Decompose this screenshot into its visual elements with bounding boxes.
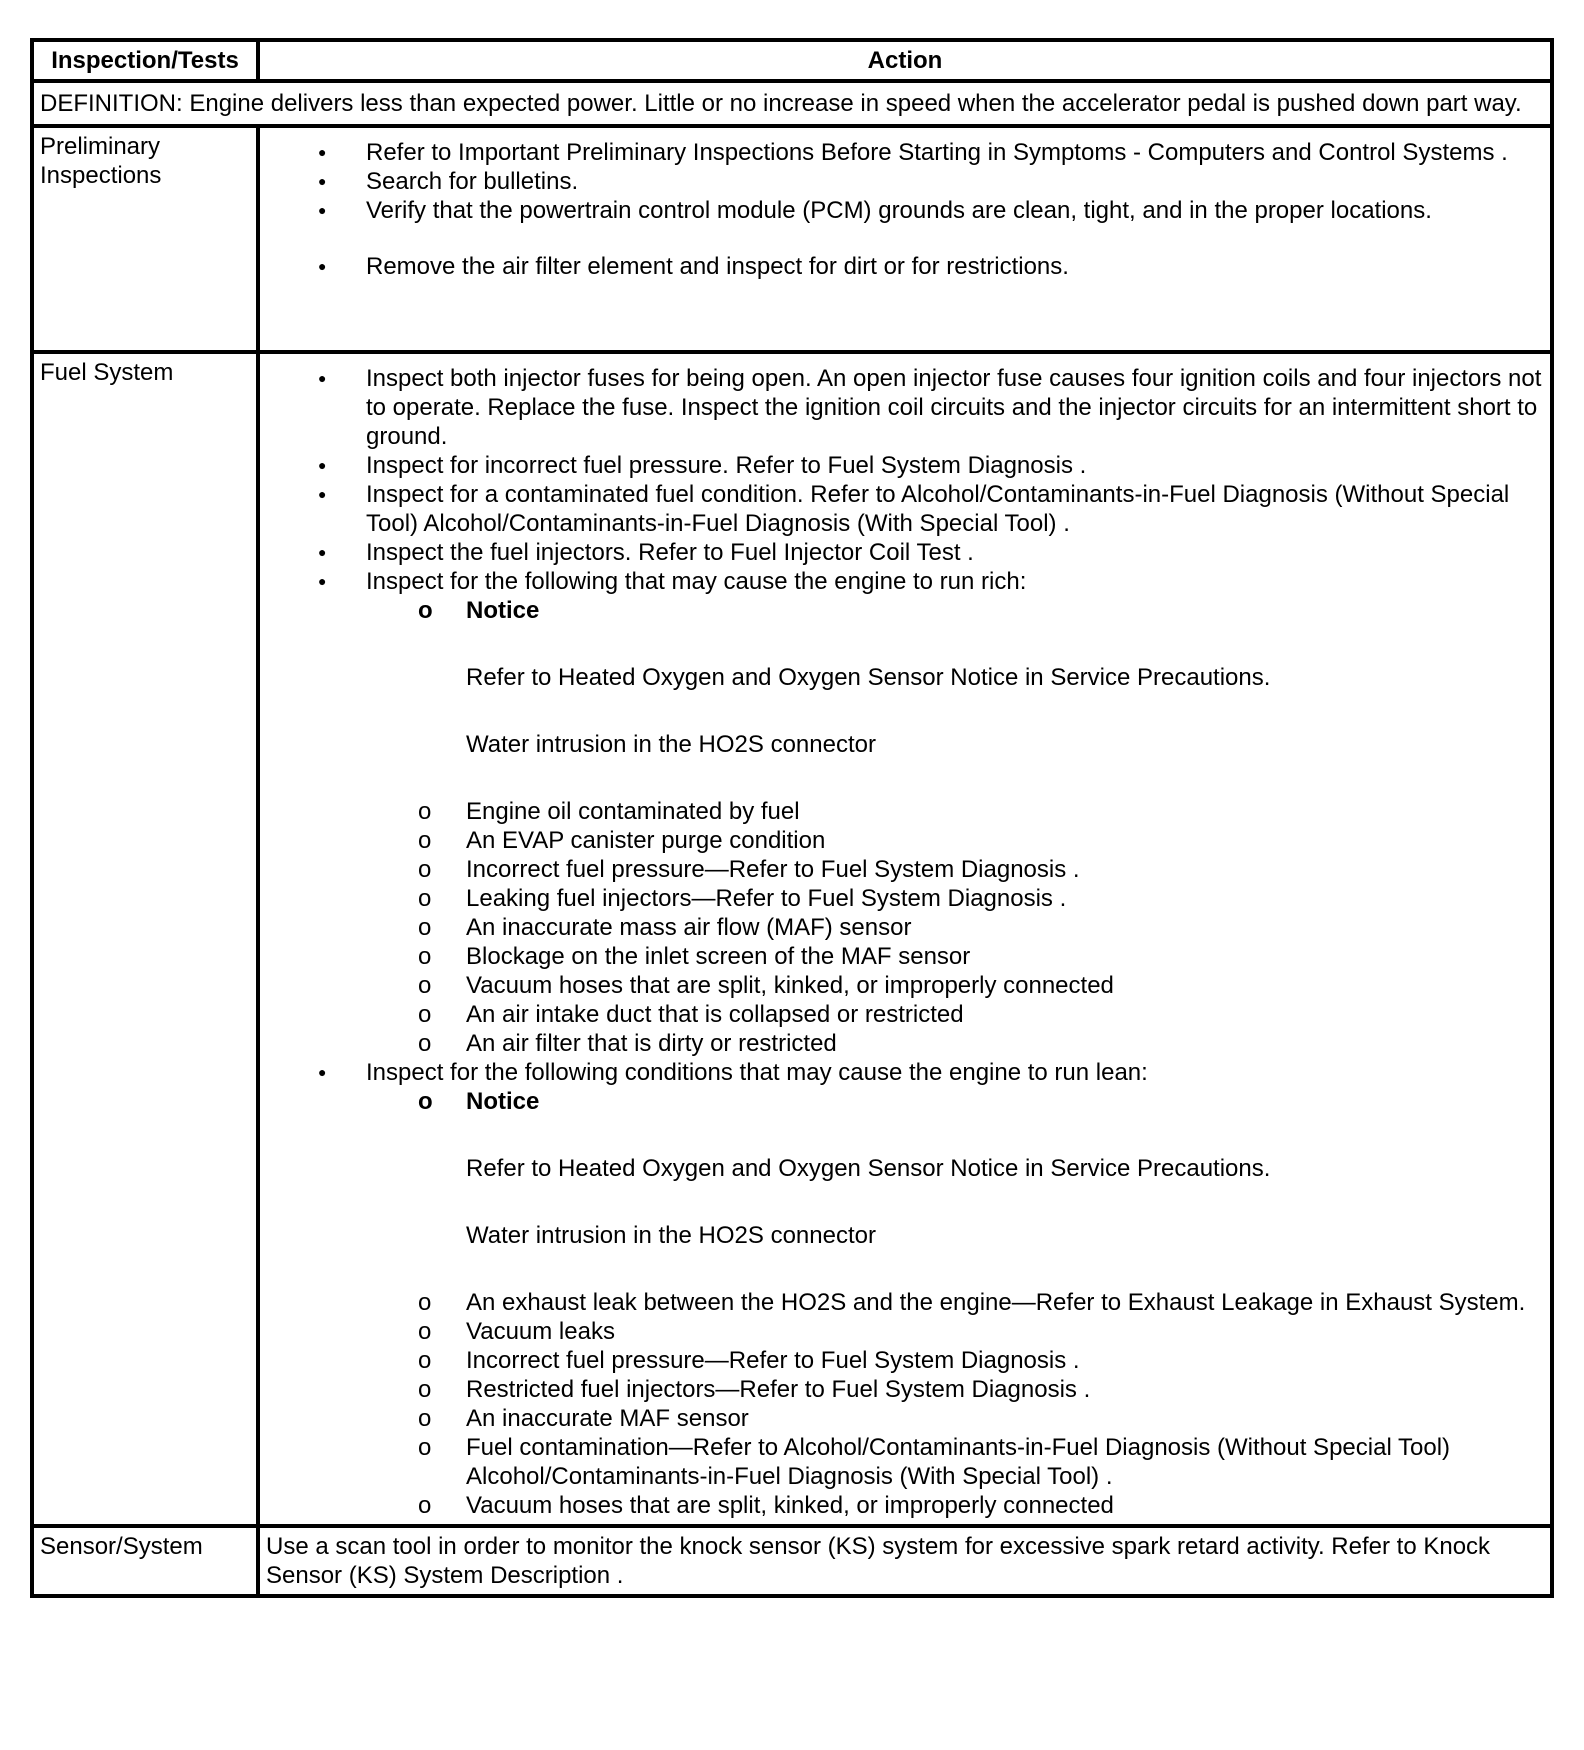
list-item: ● Inspect for the following that may cause the engine to run rich: (266, 567, 1544, 596)
list-item: ● Search for bulletins. (266, 167, 1544, 196)
list-item: ● Inspect the fuel injectors. Refer to Fuel Injector Coil Test . (266, 538, 1544, 567)
list-item: ● Remove the air filter element and inspect for dirt or for restrictions. (266, 252, 1544, 281)
list-item: o An inaccurate mass air flow (MAF) sensor (266, 913, 1544, 942)
notice-sub: Water intrusion in the HO2S connector (466, 731, 876, 758)
list-item: o Leaking fuel injectors—Refer to Fuel System Diagnosis . (266, 884, 1544, 913)
list-item: o An air filter that is dirty or restricted (266, 1029, 1544, 1058)
header-row (32, 40, 1552, 81)
diagnostic-table (30, 38, 1554, 1598)
definition-text: DEFINITION: Engine delivers less than expected power. Little or no increase in speed when the accelerator pedal is pushed down part way. (32, 81, 1552, 126)
list-item: ● Inspect for the following conditions that may cause the engine to run lean: (266, 1058, 1544, 1087)
list-item: o Vacuum leaks (266, 1317, 1544, 1346)
list-item: ● Inspect both injector fuses for being open. An open injector fuse causes four ignition coils and four injectors not to operate. Replace the fuse. Inspect the ignition coil circuits and the injector circuits for an intermittent short to ground. (266, 364, 1544, 451)
list-item: o Fuel contamination—Refer to Alcohol/Contaminants-in-Fuel Diagnosis (Without Special Tool) Alcohol/Contaminants-in-Fuel Diagnosis (With Special Tool) . (266, 1433, 1544, 1491)
list-item: ● Refer to Important Preliminary Inspections Before Starting in Symptoms - Computers and Control Systems . (266, 138, 1544, 167)
list-item: ● Inspect for a contaminated fuel condition. Refer to Alcohol/Contaminants-in-Fuel Diagnosis (Without Special Tool) Alcohol/Contaminants-in-Fuel Diagnosis (With Special Tool) . (266, 480, 1544, 538)
list-item: o Incorrect fuel pressure—Refer to Fuel System Diagnosis . (266, 855, 1544, 884)
list-item: o Restricted fuel injectors—Refer to Fuel System Diagnosis . (266, 1375, 1544, 1404)
preliminary-row (32, 126, 1552, 352)
notice-text: Refer to Heated Oxygen and Oxygen Sensor Notice in Service Precautions. (466, 1155, 1271, 1182)
list-item: o Blockage on the inlet screen of the MAF sensor (266, 942, 1544, 971)
notice-sub: Water intrusion in the HO2S connector (466, 1222, 876, 1249)
header-action: Action (258, 40, 1552, 81)
preliminary-actions (258, 126, 1552, 352)
fuel-label: Fuel System (32, 352, 258, 1526)
fuel-row (32, 352, 1552, 1526)
list-item: o An exhaust leak between the HO2S and the engine—Refer to Exhaust Leakage in Exhaust System. (266, 1288, 1544, 1317)
sensor-row (32, 1526, 1552, 1596)
list-item: o An air intake duct that is collapsed or restricted (266, 1000, 1544, 1029)
list-item: o Vacuum hoses that are split, kinked, or improperly connected (266, 971, 1544, 1000)
preliminary-label: Preliminary Inspections (32, 126, 258, 352)
sensor-label: Sensor/System (32, 1526, 258, 1596)
list-item: ● Verify that the powertrain control module (PCM) grounds are clean, tight, and in the proper locations. (266, 196, 1544, 225)
definition-row (32, 81, 1552, 126)
header-inspection-tests: Inspection/Tests (32, 40, 258, 81)
notice-text: Refer to Heated Oxygen and Oxygen Sensor Notice in Service Precautions. (466, 664, 1271, 691)
fuel-actions (258, 352, 1552, 1526)
list-item: ● Inspect for incorrect fuel pressure. Refer to Fuel System Diagnosis . (266, 451, 1544, 480)
notice-title: o Notice (266, 596, 1544, 625)
list-item: o Incorrect fuel pressure—Refer to Fuel System Diagnosis . (266, 1346, 1544, 1375)
sensor-text: Use a scan tool in order to monitor the knock sensor (KS) system for excessive spark retard activity. Refer to Knock Sensor (KS) System Description . (258, 1526, 1552, 1596)
list-item: o An inaccurate MAF sensor (266, 1404, 1544, 1433)
list-item: o An EVAP canister purge condition (266, 826, 1544, 855)
list-item: o Engine oil contaminated by fuel (266, 797, 1544, 826)
list-item: o Vacuum hoses that are split, kinked, or improperly connected (266, 1491, 1544, 1520)
notice-title: o Notice (266, 1087, 1544, 1116)
